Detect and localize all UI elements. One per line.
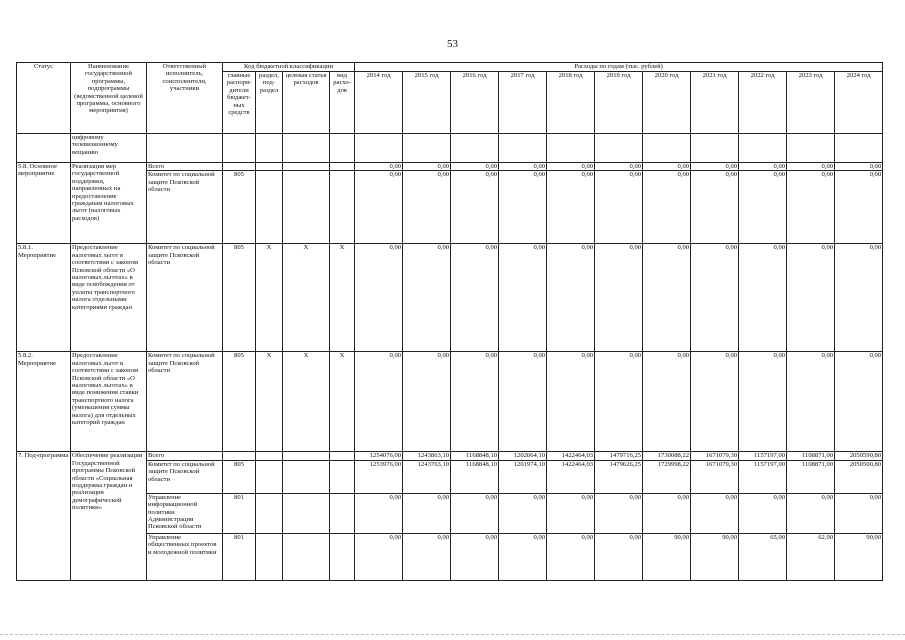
table-row (17, 171, 883, 244)
expense-value-cell: 0,00 (739, 493, 787, 533)
kbk-vr-cell (330, 460, 355, 493)
expense-value-cell: 0,00 (739, 171, 787, 244)
kbk-rz-cell: Х (256, 244, 283, 352)
expense-value-cell: 0,00 (547, 171, 595, 244)
header-kbk-col: раздел, под-раздел (256, 72, 283, 134)
header-kbk-col: вид расхо-дов (330, 72, 355, 134)
header-kbk-col: главные распоря-дители бюджет-ных средств (223, 72, 256, 134)
expense-value-cell: 0,00 (355, 493, 403, 533)
expense-value-cell: 0,00 (547, 163, 595, 171)
status-cell: 5.8.1. Мероприятие (17, 244, 71, 352)
kbk-vr-cell: Х (330, 244, 355, 352)
kbk-cs-cell: Х (283, 352, 330, 452)
executor-cell: Всего (147, 163, 223, 171)
expense-value-cell: 1157197,00 (739, 460, 787, 493)
kbk-vr-cell (330, 452, 355, 460)
kbk-cs-cell (283, 493, 330, 533)
expense-value-cell: 1422464,03 (547, 460, 595, 493)
kbk-gr-cell: 805 (223, 244, 256, 352)
name-cell: Предоставление налоговых льгот в соответствии с законом Псковской области «О налоговых льготах» в виде понижения ставки транспортного налога (уменьшения суммы налога) для отдельных категорий граждан (71, 352, 147, 452)
expense-value-cell: 0,00 (355, 171, 403, 244)
expense-value-cell: 1730088,22 (643, 452, 691, 460)
header-year: 2020 год (643, 72, 691, 134)
kbk-rz-cell: Х (256, 352, 283, 452)
expense-value-cell: 1157197,00 (739, 452, 787, 460)
expense-value-cell: 0,00 (691, 244, 739, 352)
expense-value-cell: 1108871,00 (787, 460, 835, 493)
expense-value-cell: 0,00 (739, 163, 787, 171)
header-year: 2022 год (739, 72, 787, 134)
expense-value-cell: 1168848,10 (451, 452, 499, 460)
expense-value-cell: 0,00 (451, 352, 499, 452)
expense-value-cell: 1254076,00 (355, 452, 403, 460)
expense-value-cell: 0,00 (355, 244, 403, 352)
expense-value-cell: 0,00 (835, 493, 883, 533)
expense-value-cell: 0,00 (547, 533, 595, 580)
kbk-gr-cell (223, 163, 256, 171)
header-year: 2016 год (451, 72, 499, 134)
expense-value-cell: 0,00 (643, 244, 691, 352)
status-cell-empty (17, 134, 71, 163)
kbk-vr-cell (330, 163, 355, 171)
expense-value-cell: 0,00 (787, 244, 835, 352)
expense-value-cell: 0,00 (787, 163, 835, 171)
kbk-cs-cell (283, 533, 330, 580)
expense-value-cell: 90,00 (835, 533, 883, 580)
expense-value-cell: 90,00 (691, 533, 739, 580)
expense-value-cell: 1671079,30 (691, 452, 739, 460)
expense-value-cell: 1168848,10 (451, 460, 499, 493)
expense-value-cell: 0,00 (451, 171, 499, 244)
executor-cell: Комитет по социальной защите Псковской области (147, 460, 223, 493)
expense-value-cell: 0,00 (499, 171, 547, 244)
expense-value-cell: 0,00 (643, 171, 691, 244)
expense-value-cell: 0,00 (691, 352, 739, 452)
header-kbk: Код бюджетной классификации (223, 63, 355, 72)
expense-value-cell: 1729998,22 (643, 460, 691, 493)
table-row (17, 163, 883, 171)
expense-value-cell: 0,00 (499, 493, 547, 533)
kbk-gr-cell: 805 (223, 171, 256, 244)
expense-value-cell: 0,00 (691, 493, 739, 533)
expense-value-cell: 0,00 (739, 352, 787, 452)
continuation-text: цифровому телевизионному вещанию (71, 134, 147, 163)
kbk-vr-cell (330, 171, 355, 244)
header-year: 2015 год (403, 72, 451, 134)
expense-value-cell: 0,00 (403, 163, 451, 171)
kbk-cs-cell (283, 171, 330, 244)
expense-value-cell: 1202064,10 (499, 452, 547, 460)
executor-cell: Комитет по социальной защите Псковской области (147, 171, 223, 244)
status-cell: 5.8. Основное мероприятие (17, 163, 71, 244)
table-row (17, 533, 883, 580)
expense-value-cell: 0,00 (835, 171, 883, 244)
header-year: 2018 год (547, 72, 595, 134)
expense-value-cell: 0,00 (595, 493, 643, 533)
expense-value-cell: 65,00 (739, 533, 787, 580)
kbk-rz-cell (256, 533, 283, 580)
expense-value-cell: 0,00 (595, 171, 643, 244)
kbk-rz-cell (256, 452, 283, 460)
expense-value-cell: 0,00 (451, 493, 499, 533)
expense-value-cell: 1243863,10 (403, 452, 451, 460)
kbk-vr-cell (330, 533, 355, 580)
expense-value-cell: 1479626,25 (595, 460, 643, 493)
executor-cell: Комитет по социальной защите Псковской области (147, 352, 223, 452)
kbk-cs-cell (283, 163, 330, 171)
expense-value-cell: 0,00 (739, 244, 787, 352)
expense-value-cell: 0,00 (403, 493, 451, 533)
header-name: Наименование государственной программы, подпрограммы (ведомственной целевой программы, основного мероприятия) (71, 63, 147, 134)
expense-value-cell: 0,00 (499, 533, 547, 580)
expense-value-cell: 1479716,25 (595, 452, 643, 460)
expense-value-cell: 0,00 (835, 163, 883, 171)
expense-value-cell: 0,00 (691, 171, 739, 244)
header-year: 2017 год (499, 72, 547, 134)
header-year: 2021 год (691, 72, 739, 134)
header-year: 2014 год (355, 72, 403, 134)
expense-value-cell: 0,00 (787, 493, 835, 533)
header-year: 2024 год (835, 72, 883, 134)
expense-value-cell: 0,00 (835, 244, 883, 352)
name-cell: Предоставление налоговых льгот в соответствии с законом Псковской области «О налоговых льготах» в виде освобождения от уплаты транспортного налога отдельными категориями граждан (71, 244, 147, 352)
header-kbk-col: целевая статья расходов (283, 72, 330, 134)
expense-value-cell: 0,00 (499, 352, 547, 452)
kbk-gr-cell: 801 (223, 533, 256, 580)
kbk-vr-cell (330, 493, 355, 533)
expense-value-cell: 1422464,03 (547, 452, 595, 460)
kbk-cs-cell: Х (283, 244, 330, 352)
executor-cell: Управление информационной политики Администрации Псковской области (147, 493, 223, 533)
expense-value-cell: 0,00 (451, 533, 499, 580)
expense-value-cell: 0,00 (595, 163, 643, 171)
executor-cell: Всего (147, 452, 223, 460)
kbk-gr-cell: 801 (223, 493, 256, 533)
expense-value-cell: 0,00 (835, 352, 883, 452)
expense-value-cell: 0,00 (403, 244, 451, 352)
expense-value-cell: 2050500,80 (835, 460, 883, 493)
expense-value-cell: 1253976,00 (355, 460, 403, 493)
expense-value-cell: 0,00 (691, 163, 739, 171)
table-row (17, 460, 883, 493)
expense-value-cell: 1243763,10 (403, 460, 451, 493)
executor-cell: Комитет по социальной защите Псковской области (147, 244, 223, 352)
table-row (17, 352, 883, 452)
header-year: 2019 год (595, 72, 643, 134)
page-number: 53 (447, 38, 458, 50)
expense-value-cell: 62,00 (787, 533, 835, 580)
kbk-rz-cell (256, 163, 283, 171)
kbk-gr-cell: 805 (223, 460, 256, 493)
status-cell: 7. Под-программа (17, 452, 71, 580)
expense-value-cell: 0,00 (547, 244, 595, 352)
expense-value-cell: 0,00 (355, 533, 403, 580)
budget-table (16, 62, 883, 581)
name-cell: Обеспечение реализации Государственной программы Псковской области «Социальная поддержка граждан и реализация демографической политики» (71, 452, 147, 580)
expense-value-cell: 2050590,80 (835, 452, 883, 460)
expense-value-cell: 0,00 (403, 352, 451, 452)
kbk-gr-cell: 805 (223, 352, 256, 452)
expense-value-cell: 0,00 (547, 493, 595, 533)
name-cell: Реализация мер государственной поддержки, направленных на предоставление гражданам налоговых льгот (налоговых расходов) (71, 163, 147, 244)
scan-edge-line (0, 634, 905, 635)
header-status: Статус (17, 63, 71, 134)
expense-value-cell: 0,00 (643, 493, 691, 533)
header-year: 2023 год (787, 72, 835, 134)
table-row (17, 452, 883, 460)
expense-value-cell: 0,00 (595, 352, 643, 452)
kbk-cs-cell (283, 452, 330, 460)
expense-value-cell: 0,00 (403, 171, 451, 244)
kbk-cs-cell (283, 460, 330, 493)
kbk-gr-cell (223, 452, 256, 460)
expense-value-cell: 0,00 (499, 244, 547, 352)
expense-value-cell: 1201974,10 (499, 460, 547, 493)
expense-value-cell: 0,00 (787, 171, 835, 244)
kbk-rz-cell (256, 171, 283, 244)
expense-value-cell: 0,00 (451, 244, 499, 352)
expense-value-cell: 0,00 (787, 352, 835, 452)
table-row (17, 493, 883, 533)
expense-value-cell: 0,00 (355, 352, 403, 452)
kbk-rz-cell (256, 460, 283, 493)
expense-value-cell: 1671079,30 (691, 460, 739, 493)
expense-value-cell: 0,00 (643, 163, 691, 171)
expense-value-cell: 0,00 (499, 163, 547, 171)
expense-value-cell: 1108871,00 (787, 452, 835, 460)
expense-value-cell: 0,00 (595, 533, 643, 580)
expense-value-cell: 0,00 (355, 163, 403, 171)
executor-cell: Управление общественных проектов и молодежной политики (147, 533, 223, 580)
header-executor: Ответственный исполнитель, соисполнители, участники (147, 63, 223, 134)
expense-value-cell: 0,00 (451, 163, 499, 171)
expense-value-cell: 90,00 (643, 533, 691, 580)
expense-value-cell: 0,00 (595, 244, 643, 352)
kbk-rz-cell (256, 493, 283, 533)
table-row (17, 244, 883, 352)
kbk-vr-cell: Х (330, 352, 355, 452)
header-expenses: Расходы по годам (тыс. рублей) (355, 63, 883, 72)
status-cell: 5.8.2. Мероприятие (17, 352, 71, 452)
expense-value-cell: 0,00 (547, 352, 595, 452)
expense-value-cell: 0,00 (403, 533, 451, 580)
expense-value-cell: 0,00 (643, 352, 691, 452)
